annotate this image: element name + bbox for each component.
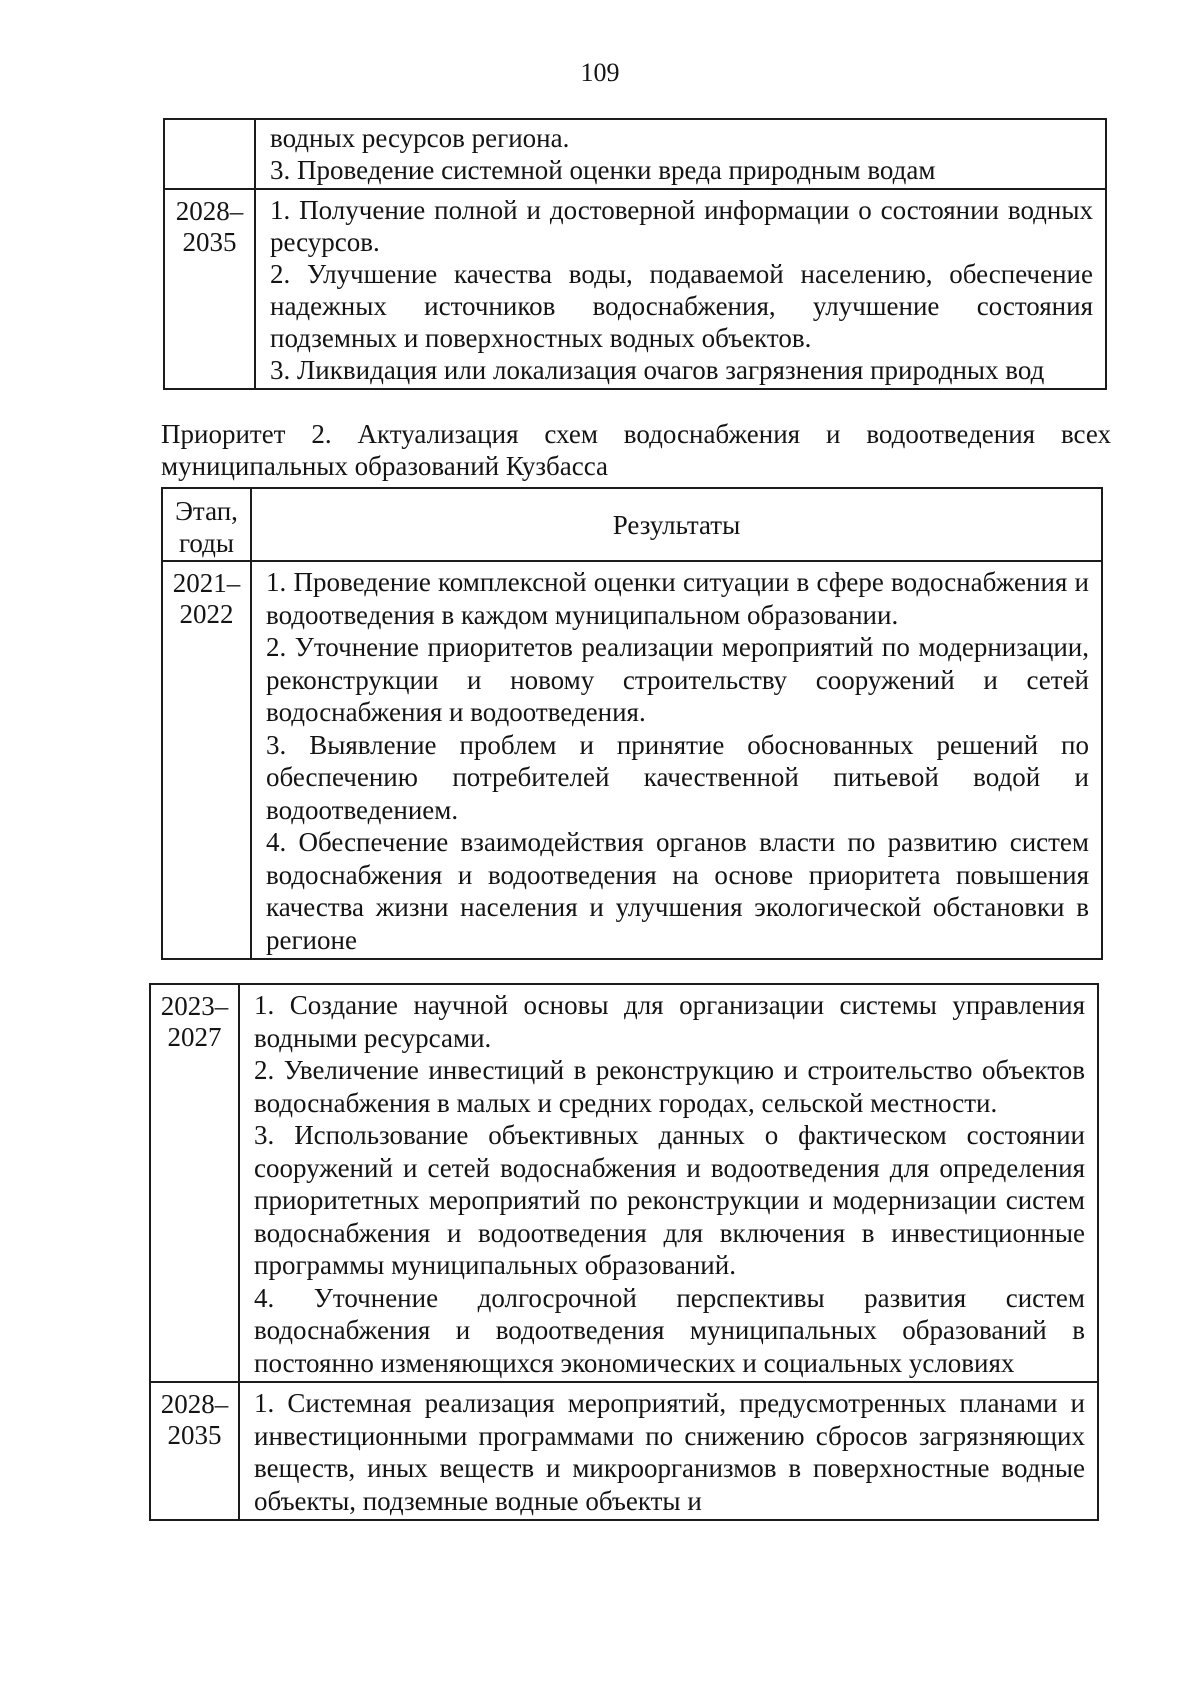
- stage-cell: [164, 189, 255, 389]
- result-item: 2. Улучшение качества воды, подаваемой населению, обеспечение надежных источников водоснабжения, улучшение состояния подземных и поверхностных водных объектов.: [270, 259, 1093, 353]
- stage-cell: [150, 984, 239, 1382]
- column-header-stage: Этап, годы: [162, 488, 251, 561]
- results-table-continued: [149, 983, 1099, 1521]
- results-cell: [255, 189, 1106, 389]
- stage-years: 2023– 2027: [160, 991, 229, 1052]
- result-item: 4. Обеспечение взаимодействия органов власти по развитию систем водоснабжения и водоотведения на основе приоритета повышения качества жизни населения и улучшения экологической обстановки в регионе: [266, 827, 1089, 955]
- results-cell: [239, 984, 1098, 1382]
- result-item: 1. Системная реализация мероприятий, предусмотренных планами и инвестиционными программами по снижению сбросов загрязняющих веществ, иных веществ и микроорганизмов в поверхностные водные объекты, подземные водные объекты и: [254, 1388, 1085, 1516]
- table-row: [150, 984, 1098, 1382]
- stage-years: 2028– 2035: [175, 196, 244, 257]
- column-header-results: Результаты: [251, 488, 1102, 561]
- table-row: [164, 119, 1106, 189]
- stage-cell: [162, 561, 251, 959]
- stage-years: 2021– 2022: [172, 568, 241, 629]
- table-row: [164, 189, 1106, 389]
- table-header-row: [162, 488, 1102, 561]
- results-cell: [251, 561, 1102, 959]
- result-item: 3. Использование объективных данных о фактическом состоянии сооружений и сетей водоснабжения и водоотведения для определения приоритетных мероприятий по реконструкции и модернизации систем водоснабжения и водоотведения для включения в инвестиционные программы муниципальных образований.: [254, 1120, 1085, 1280]
- result-item: 3. Ликвидация или локализация очагов загрязнения природных вод: [270, 355, 1045, 385]
- result-item: 4. Уточнение долгосрочной перспективы развития систем водоснабжения и водоотведения муниципальных образований в постоянно изменяющихся экономических и социальных условиях: [254, 1282, 1085, 1378]
- result-item: 2. Уточнение приоритетов реализации мероприятий по модернизации, реконструкции и новому строительству сооружений и сетей водоснабжения и водоотведения.: [266, 632, 1089, 727]
- result-item: водных ресурсов региона.: [270, 123, 570, 153]
- result-item: 1. Проведение комплексной оценки ситуации в сфере водоснабжения и водоотведения в каждом муниципальном образовании.: [266, 567, 1089, 630]
- stage-cell: [150, 1382, 239, 1520]
- stage-years: 2028– 2035: [160, 1389, 229, 1450]
- page-number: 109: [580, 58, 620, 87]
- table-row: [162, 561, 1102, 959]
- results-cell: [255, 119, 1106, 189]
- stage-cell: [164, 119, 255, 189]
- result-item: 1. Создание научной основы для организации системы управления водными ресурсами.: [254, 990, 1085, 1053]
- results-cell: [239, 1382, 1098, 1520]
- priority-heading: Приоритет 2. Актуализация схем водоснабжения и водоотведения всех муниципальных образований Кузбасса: [161, 419, 1111, 481]
- result-item: 1. Получение полной и достоверной информации о состоянии водных ресурсов.: [270, 195, 1093, 257]
- table-row: [150, 1382, 1098, 1520]
- continuation-table: [163, 118, 1107, 390]
- result-item: 3. Выявление проблем и принятие обоснованных решений по обеспечению потребителей качественной питьевой водой и водоотведением.: [266, 729, 1089, 825]
- result-item: 2. Увеличение инвестиций в реконструкцию и строительство объектов водоснабжения в малых и средних городах, сельской местности.: [254, 1055, 1085, 1118]
- result-item: 3. Проведение системной оценки вреда природным водам: [270, 155, 936, 185]
- results-table: [161, 487, 1103, 960]
